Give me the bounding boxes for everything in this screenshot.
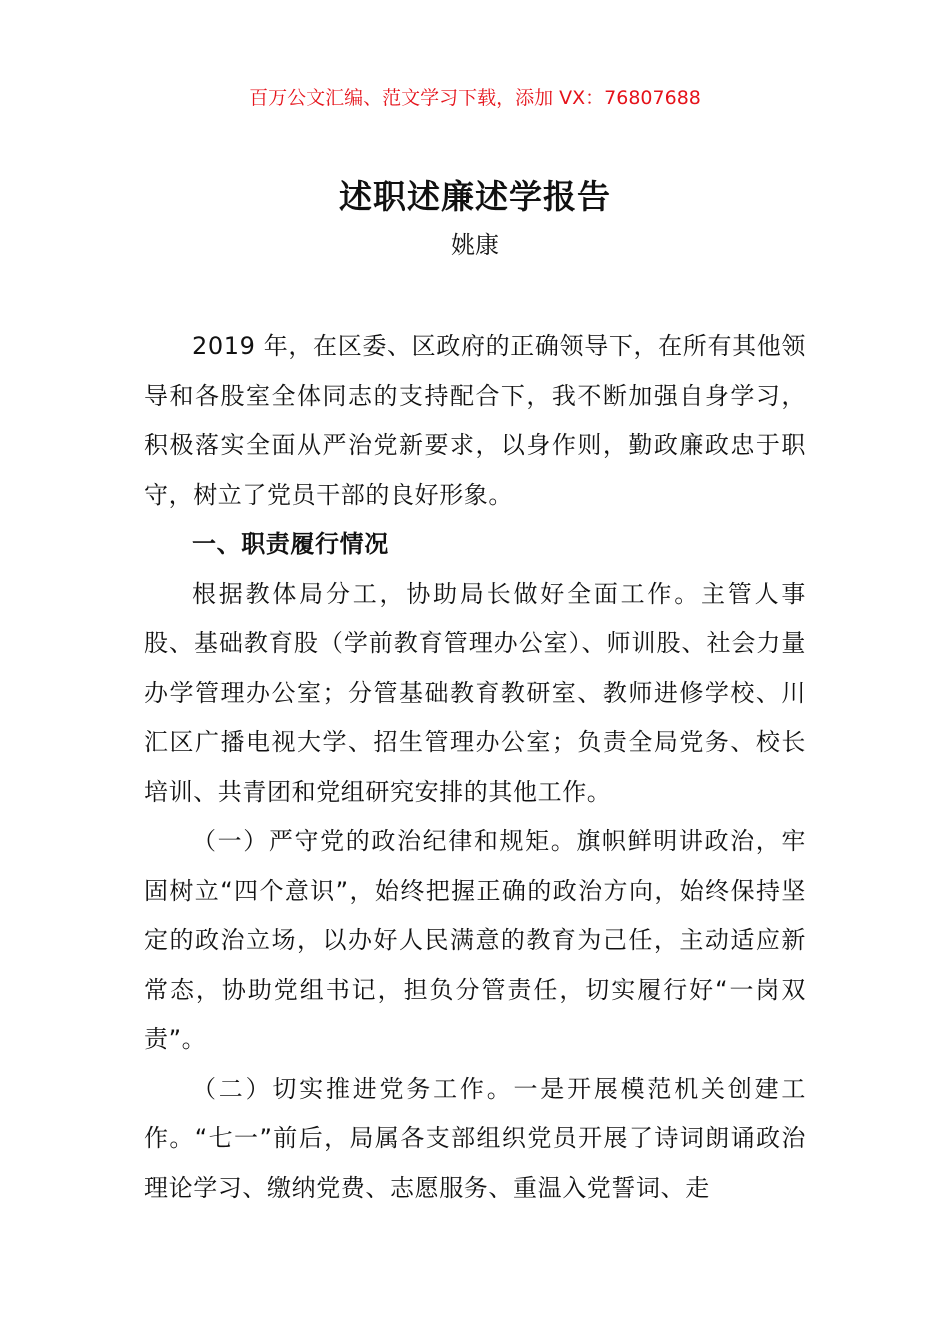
paragraph-intro: 2019 年，在区委、区政府的正确领导下，在所有其他领导和各股室全体同志的支持配合下，我不断加强自身学习，积极落实全面从严治党新要求，以身作则，勤政廉政忠于职守，树立了党员干部的良好形象。	[144, 332, 806, 509]
document-title: 述职述廉述学报告	[339, 177, 611, 216]
header-banner: 百万公文汇编、范文学习下载，添加 VX：76807688	[249, 87, 701, 109]
document-body	[144, 322, 806, 1213]
section-heading: 一、职责履行情况	[192, 530, 389, 558]
paragraph-political-discipline: （一）严守党的政治纪律和规矩。旗帜鲜明讲政治，牢固树立“四个意识”，始终把握正确的政治方向，始终保持坚定的政治立场，以办好人民满意的教育为己任，主动适应新常态，协助党组书记，担负分管责任，切实履行好“一岗双责”。	[144, 827, 806, 1053]
paragraph-duties: 根据教体局分工，协助局长做好全面工作。主管人事股、基础教育股（学前教育管理办公室）、师训股、社会力量办学管理办公室；分管基础教育教研室、教师进修学校、川汇区广播电视大学、招生管理办公室；负责全局党务、校长培训、共青团和党组研究安排的其他工作。	[144, 579, 806, 806]
paragraph-party-affairs: （二）切实推进党务工作。一是开展模范机关创建工作。“七一”前后，局属各支部组织党员开展了诗词朗诵政治理论学习、缴纳党费、志愿服务、重温入党誓词、走	[144, 1074, 806, 1202]
document-author: 姚康	[451, 231, 499, 259]
